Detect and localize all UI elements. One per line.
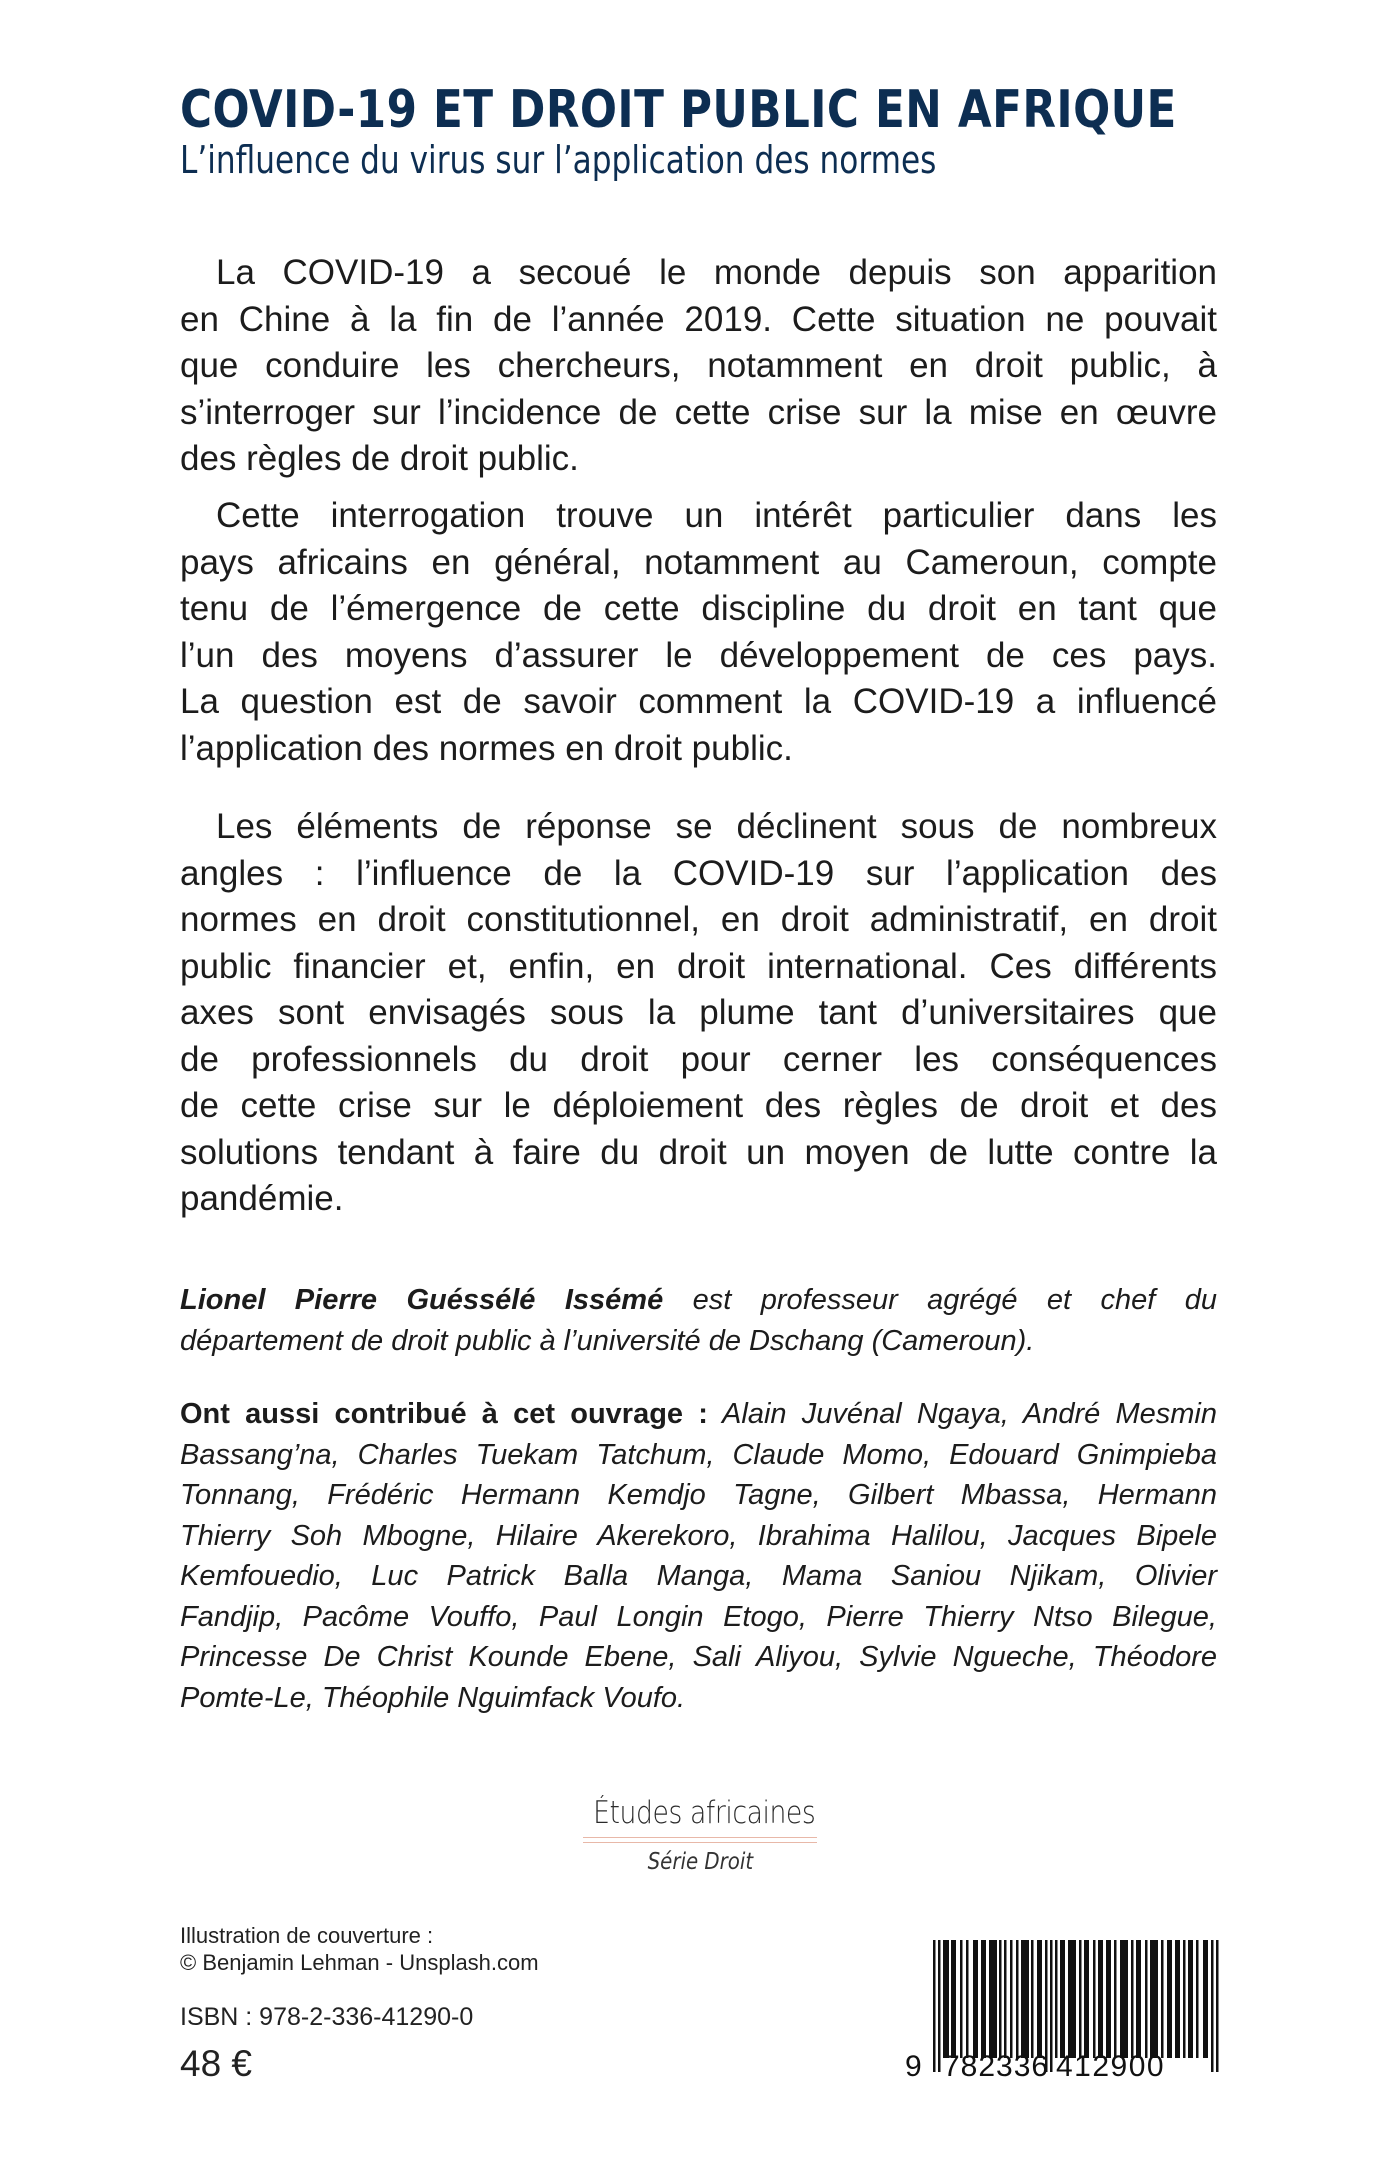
text-line: département de droit public à l’université de Dschang (Cameroun).	[180, 1324, 1035, 1357]
barcode-left-digits: 782336	[943, 2050, 1050, 2083]
text-line: de professionnels du droit pour cerner les conséquences	[180, 1039, 1217, 1079]
text-line: que conduire les chercheurs, notamment en droit public, à	[180, 346, 1217, 385]
text-line: La COVID-19 a secoué le monde depuis son apparition	[216, 253, 1217, 292]
text-line: La question est de savoir comment la COVID-19 a influencé	[180, 682, 1217, 721]
illustration-label: Illustration de couverture :	[180, 1923, 434, 1948]
text-line: tenu de l’émergence de cette discipline du droit en tant que	[180, 589, 1217, 628]
text-line: public financier et, enfin, en droit international. Ces différents	[180, 946, 1217, 986]
summary-paragraph-2	[180, 493, 1217, 772]
text-line: en Chine à la fin de l’année 2019. Cette situation ne pouvait	[180, 299, 1217, 339]
barcode-right-digits: 412900	[1056, 2050, 1166, 2083]
contributors-label: Ont aussi contribué à cet ouvrage :	[180, 1398, 708, 1430]
text-line: Les éléments de réponse se déclinent sous de nombreux	[216, 807, 1217, 846]
summary-paragraph-1	[180, 250, 1217, 483]
text-line: pandémie.	[180, 1179, 344, 1218]
text-line: Princesse De Christ Kounde Ebene, Sali Aliyou, Sylvie Ngueche, Théodore	[180, 1641, 1217, 1673]
text-line: Fandjip, Pacôme Vouffo, Paul Longin Etogo, Pierre Thierry Ntso Bilegue,	[180, 1600, 1217, 1633]
text-line: Thierry Soh Mbogne, Hilaire Akerekoro, Ibrahima Halilou, Jacques Bipele	[180, 1519, 1217, 1552]
text-line: Bassang’na, Charles Tuekam Tatchum, Claude Momo, Edouard Gnimpieba	[180, 1438, 1217, 1471]
text-line: Ont aussi contribué à cet ouvrage : Alain Juvénal Ngaya, André Mesmin	[180, 1398, 1217, 1430]
text-line: Kemfouedio, Luc Patrick Balla Manga, Mama Saniou Njikam, Olivier	[180, 1560, 1217, 1592]
text-line: solutions tendant à faire du droit un moyen de lutte contre la	[180, 1132, 1217, 1172]
text-line: angles : l’influence de la COVID-19 sur l’application des	[180, 853, 1217, 893]
text-line: Tonnang, Frédéric Hermann Kemdjo Tagne, Gilbert Mbassa, Hermann	[180, 1479, 1217, 1511]
text-line: s’interroger sur l’incidence de cette crise sur la mise en œuvre	[180, 392, 1217, 432]
price: 48 €	[180, 2043, 253, 2084]
barcode-lead-digit: 9	[905, 2050, 922, 2083]
text-line: Pomte-Le, Théophile Nguimfack Voufo.	[180, 1681, 686, 1714]
author-bio	[180, 1280, 1217, 1361]
contributors-list	[180, 1394, 1217, 1718]
text-line: l’un des moyens d’assurer le développement de ces pays.	[180, 635, 1217, 675]
summary-paragraph-3	[180, 804, 1217, 1223]
text-line: de cette crise sur le déploiement des règles de droit et des	[180, 1086, 1217, 1125]
series-subtitle: Série Droit	[647, 1849, 753, 1875]
text-line: normes en droit constitutionnel, en droit administratif, en droit	[180, 900, 1217, 939]
series-divider	[583, 1837, 817, 1843]
text-line: axes sont envisagés sous la plume tant d’universitaires que	[180, 993, 1217, 1032]
series-logo	[575, 1795, 825, 1875]
book-title: COVID-19 ET DROIT PUBLIC EN AFRIQUE	[180, 80, 1177, 140]
text-line: Lionel Pierre Guéssélé Issémé est professeur agrégé et chef du	[180, 1284, 1217, 1316]
text-line: des règles de droit public.	[180, 439, 579, 478]
illustration-credit	[180, 1922, 539, 1976]
text-line: pays africains en général, notamment au Cameroun, compte	[180, 542, 1217, 582]
series-name: Études africaines	[593, 1795, 816, 1831]
author-name: Lionel Pierre Guéssélé Issémé	[180, 1284, 664, 1316]
text-line: Cette interrogation trouve un intérêt particulier dans les	[216, 496, 1217, 535]
text-line: l’application des normes en droit public.	[180, 728, 793, 768]
illustration-source: © Benjamin Lehman - Unsplash.com	[180, 1950, 539, 1975]
barcode	[903, 1940, 1223, 2083]
book-subtitle: L’influence du virus sur l’application des normes	[180, 138, 937, 182]
isbn: ISBN : 978-2-336-41290-0	[180, 2003, 474, 2031]
